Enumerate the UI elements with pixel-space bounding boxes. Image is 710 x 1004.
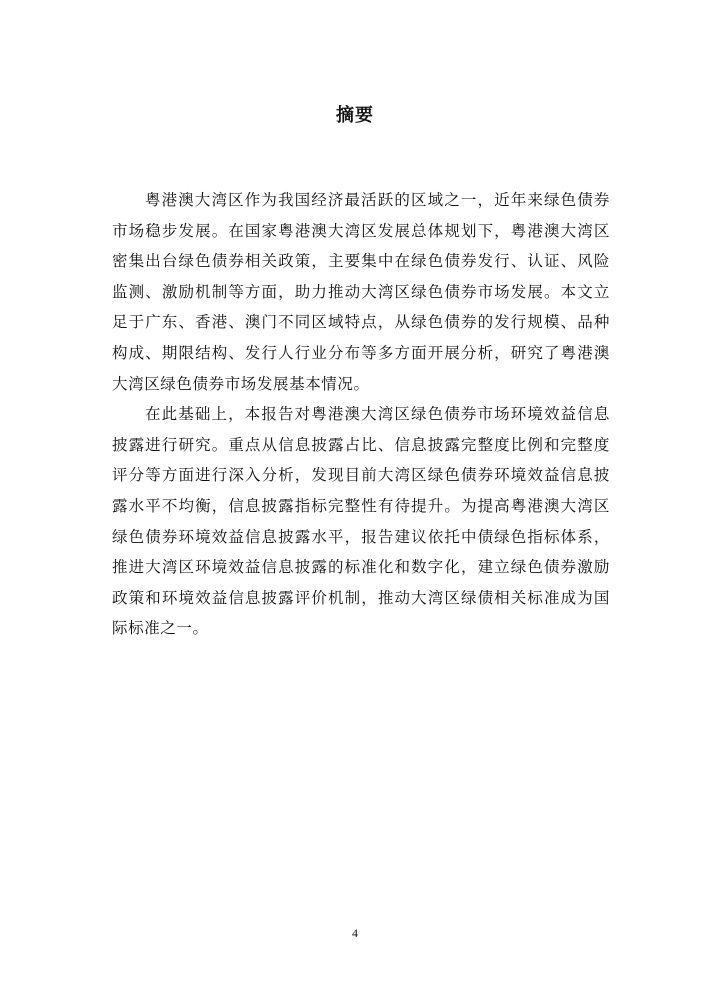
page-title: 摘要 xyxy=(336,105,374,126)
abstract-paragraph-1: 粤港澳大湾区作为我国经济最活跃的区域之一，近年来绿色债券市场稳步发展。在国家粤港澳大湾区发展总体规划下，粤港澳大湾区密集出台绿色债券相关政策，主要集中在绿色债券发行、认证、风险监测、激励机制等方面，助力推动大湾区绿色债券市场发展。本文立足于广东、香港、澳门不同区域特点，从绿色债券的发行规模、品种构成、期限结构、发行人行业分布等多方面开展分析，研究了粤港澳大湾区绿色债券市场发展基本情况。 xyxy=(112,191,610,393)
abstract-paragraph-2: 在此基础上，本报告对粤港澳大湾区绿色债券市场环境效益信息披露进行研究。重点从信息披露占比、信息披露完整度比例和完整度评分等方面进行深入分析，发现目前大湾区绿色债券环境效益信息披露水平不均衡，信息披露指标完整性有待提升。为提高粤港澳大湾区绿色债券环境效益信息披露水平，报告建议依托中债绿色指标体系，推进大湾区环境效益信息披露的标准化和数字化，建立绿色债券激励政策和环境效益信息披露评价机制，推动大湾区绿债相关标准成为国际标准之一。 xyxy=(112,405,610,638)
page-number: 4 xyxy=(352,926,358,940)
abstract-body xyxy=(112,185,610,644)
